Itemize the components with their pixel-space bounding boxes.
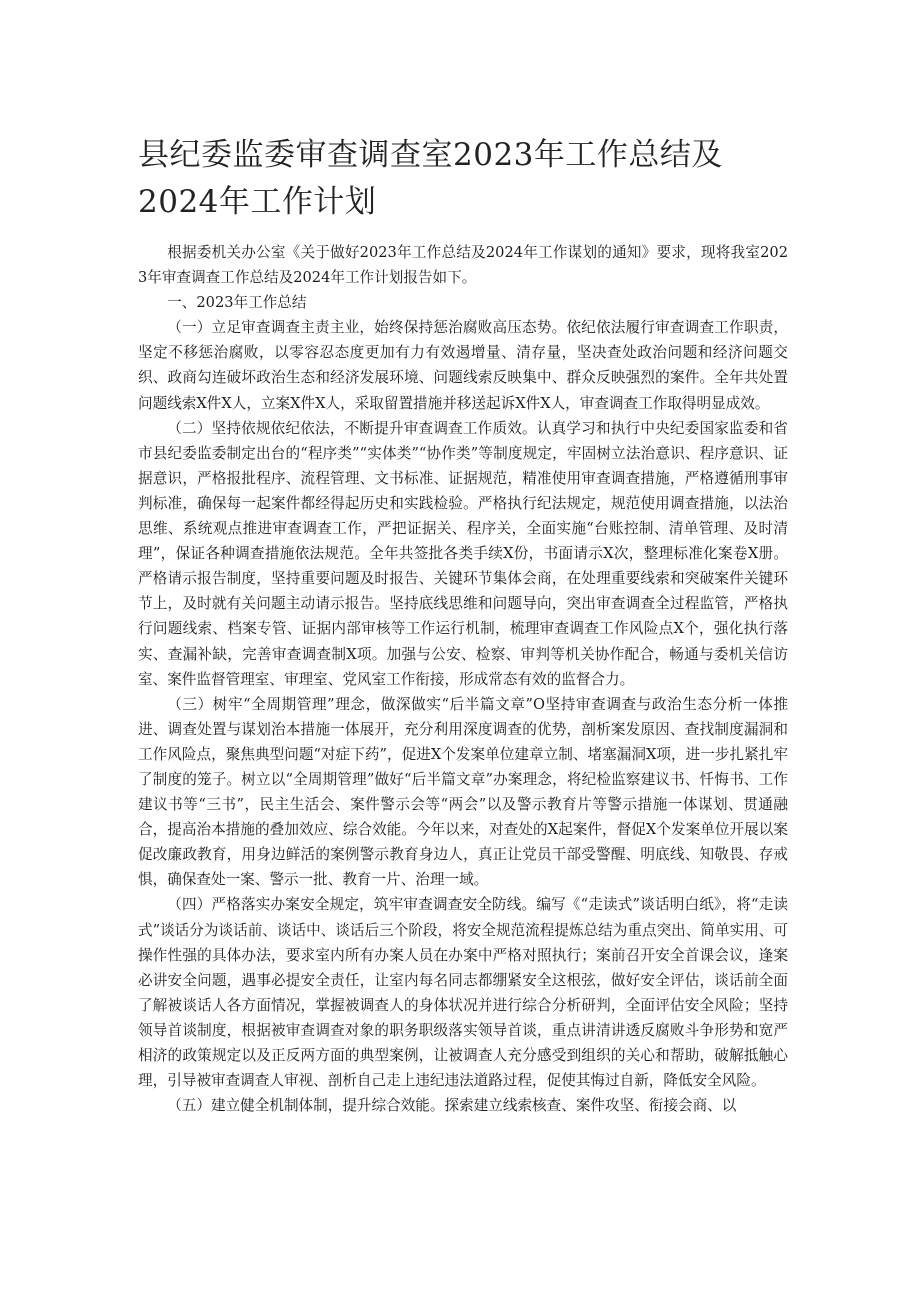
section-heading: 一、2023年工作总结 <box>167 294 307 312</box>
paragraph-3: （三）树牢“全周期管理”理念，做深做实“后半篇文章”O坚持审查调查与政治生态分析一体推进、调查处置与谋划治本措施一体展开，充分利用深度调查的优势，剖析案发原因、查找制度漏洞和工作风险点，聚焦典型问题“对症下药”，促进X个发案单位建章立制、堵塞漏洞X项，进一步扎紧扎牢了制度的笼子。树立以“全周期管理”做好“后半篇文章”办案理念，将纪检监察建议书、忏悔书、工作建议书等“三书”，民主生活会、案件警示会等“两会”以及警示教育片等警示措施一体谋划、贯通融合，提高治本措施的叠加效应、综合效能。今年以来，对查处的X起案件，督促X个发案单位开展以案促改廉政教育，用身边鲜活的案例警示教育身边人，真正让党员干部受警醒、明底线、知敬畏、存戒惧，确保查处一案、警示一批、教育一片、治理一域。 <box>138 695 788 889</box>
paragraph-5: （五）建立健全机制体制，提升综合效能。探索建立线索核查、案件攻坚、衔接会商、以 <box>167 1097 737 1115</box>
paragraph-2: （二）坚持依规依纪依法，不断提升审查调查工作质效。认真学习和执行中央纪委国家监委和省市县纪委监委制定出台的“程序类”“实体类”“协作类”等制度规定，牢固树立法治意识、程序意识、证据意识，严格报批程序、流程管理、文书标准、证据规范，精准使用审查调查措施，严格遵循刑事审判标准，确保每一起案件都经得起历史和实践检验。严格执行纪法规定，规范使用调查措施，以法治思维、系统观点推进审查调查工作，严把证据关、程序关，全面实施“台账控制、清单管理、及时清理”，保证各种调查措施依法规范。全年共签批各类手续X份，书面请示X次，整理标准化案卷X册。严格请示报告制度，坚持重要问题及时报告、关键环节集体会商，在处理重要线索和突破案件关键环节上，及时就有关问题主动请示报告。坚持底线思维和问题导向，突出审查调查全过程监管，严格执行问题线索、档案专管、证据内部审核等工作运行机制，梳理审查调查工作风险点X个，强化执行落实、查漏补缺，完善审查调查制X项。加强与公安、检察、审判等机关协作配合，畅通与委机关信访室、案件监督管理室、审理室、党风室工作衔接，形成常态有效的监督合力。 <box>138 419 788 688</box>
paragraph-4: （四）严格落实办案安全规定，筑牢审查调查安全防线。编写《“走读式”谈话明白纸》，将“走读式”谈话分为谈话前、谈话中、谈话后三个阶段，将安全规范流程提炼总结为重点突出、简单实用、可操作性强的具体办法，要求室内所有办案人员在办案中严格对照执行；案前召开安全首课会议，逢案必讲安全问题，遇事必提安全责任，让室内每名同志都绷紧安全这根弦，做好安全评估，谈话前全面了解被谈话人各方面情况，掌握被调查人的身体状况并进行综合分析研判，全面评估安全风险；坚持领导首谈制度，根据被审查调查对象的职务职级落实领导首谈，重点讲清讲透反腐败斗争形势和宽严相济的政策规定以及正反两方面的典型案例，让被调查人充分感受到组织的关心和帮助，破解抵触心理，引导被审查调查人审视、剖析自己走上违纪违法道路过程，促使其悔过自新，降低安全风险。 <box>138 896 788 1090</box>
paragraph-1: （一）立足审查调查主责主业，始终保持惩治腐败高压态势。依纪依法履行审查调查工作职责，坚定不移惩治腐败，以零容忍态度更加有力有效遏增量、清存量，坚决查处政治问题和经济问题交织、政商勾连破坏政治生态和经济发展环境、问题线索反映集中、群众反映强烈的案件。全年共处置问题线索X件X人，立案X件X人，采取留置措施并移送起诉X件X人，审查调查工作取得明显成效。 <box>138 319 788 412</box>
document-body <box>138 240 788 1118</box>
document-title: 县纪委监委审查调查室2023年工作总结及2024年工作计划 <box>138 137 723 220</box>
intro-paragraph: 根据委机关办公室《关于做好2023年工作总结及2024年工作谋划的通知》要求，现将我室2023年审查调查工作总结及2024年工作计划报告如下。 <box>138 244 788 287</box>
